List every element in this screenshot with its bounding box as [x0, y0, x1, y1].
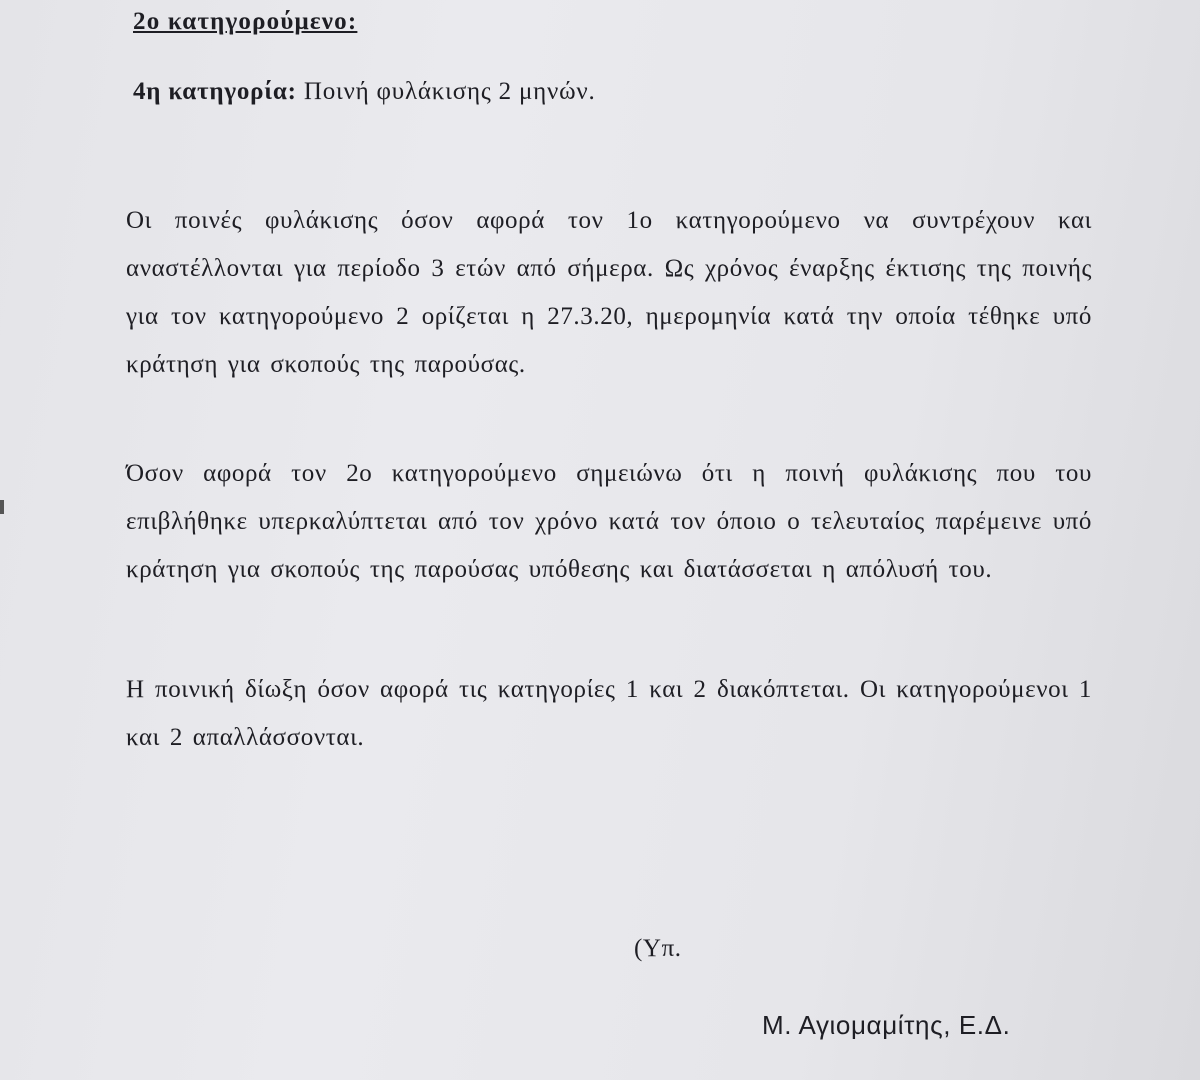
sentence-paragraph-1: Οι ποινές φυλάκισης όσον αφορά τον 1ο κατηγορούμενο να συντρέχουν και αναστέλλονται για περίοδο 3 ετών από σήμερα. Ως χρόνος έναρξης έκτισης της ποινής για τον κατηγορούμενο 2 ορίζεται η 27.3.20, ημερομηνία κατά την οποία τέθηκε υπό κράτηση για σκοπούς της παρούσας.: [126, 207, 1092, 378]
paper-edge-mark: [0, 500, 4, 514]
signature-mark: (Υπ.: [634, 935, 682, 962]
sentence-paragraph-3: Η ποινική δίωξη όσον αφορά τις κατηγορίες 1 και 2 διακόπτεται. Οι κατηγορούμενοι 1 και 2 απαλλάσσονται.: [126, 676, 1092, 751]
sentence-paragraph-2: Όσον αφορά τον 2ο κατηγορούμενο σημειώνω ότι η ποινή φυλάκισης που του επιβλήθηκε υπερκαλύπτεται από τον χρόνο κατά τον όποιο ο τελευταίος παρέμεινε υπό κράτηση για σκοπούς της παρούσας υπόθεσης και διατάσσεται η απόλυσή του.: [126, 460, 1092, 583]
category-sentence: Ποινή φυλάκισης 2 μηνών.: [303, 78, 596, 105]
signer-name: Μ. Αγιομαμίτης, Ε.Δ.: [762, 1010, 1011, 1040]
category-line: [133, 78, 596, 106]
category-label: 4η κατηγορία:: [133, 78, 297, 105]
defendant-heading: 2ο κατηγορούμενο:: [133, 8, 358, 35]
